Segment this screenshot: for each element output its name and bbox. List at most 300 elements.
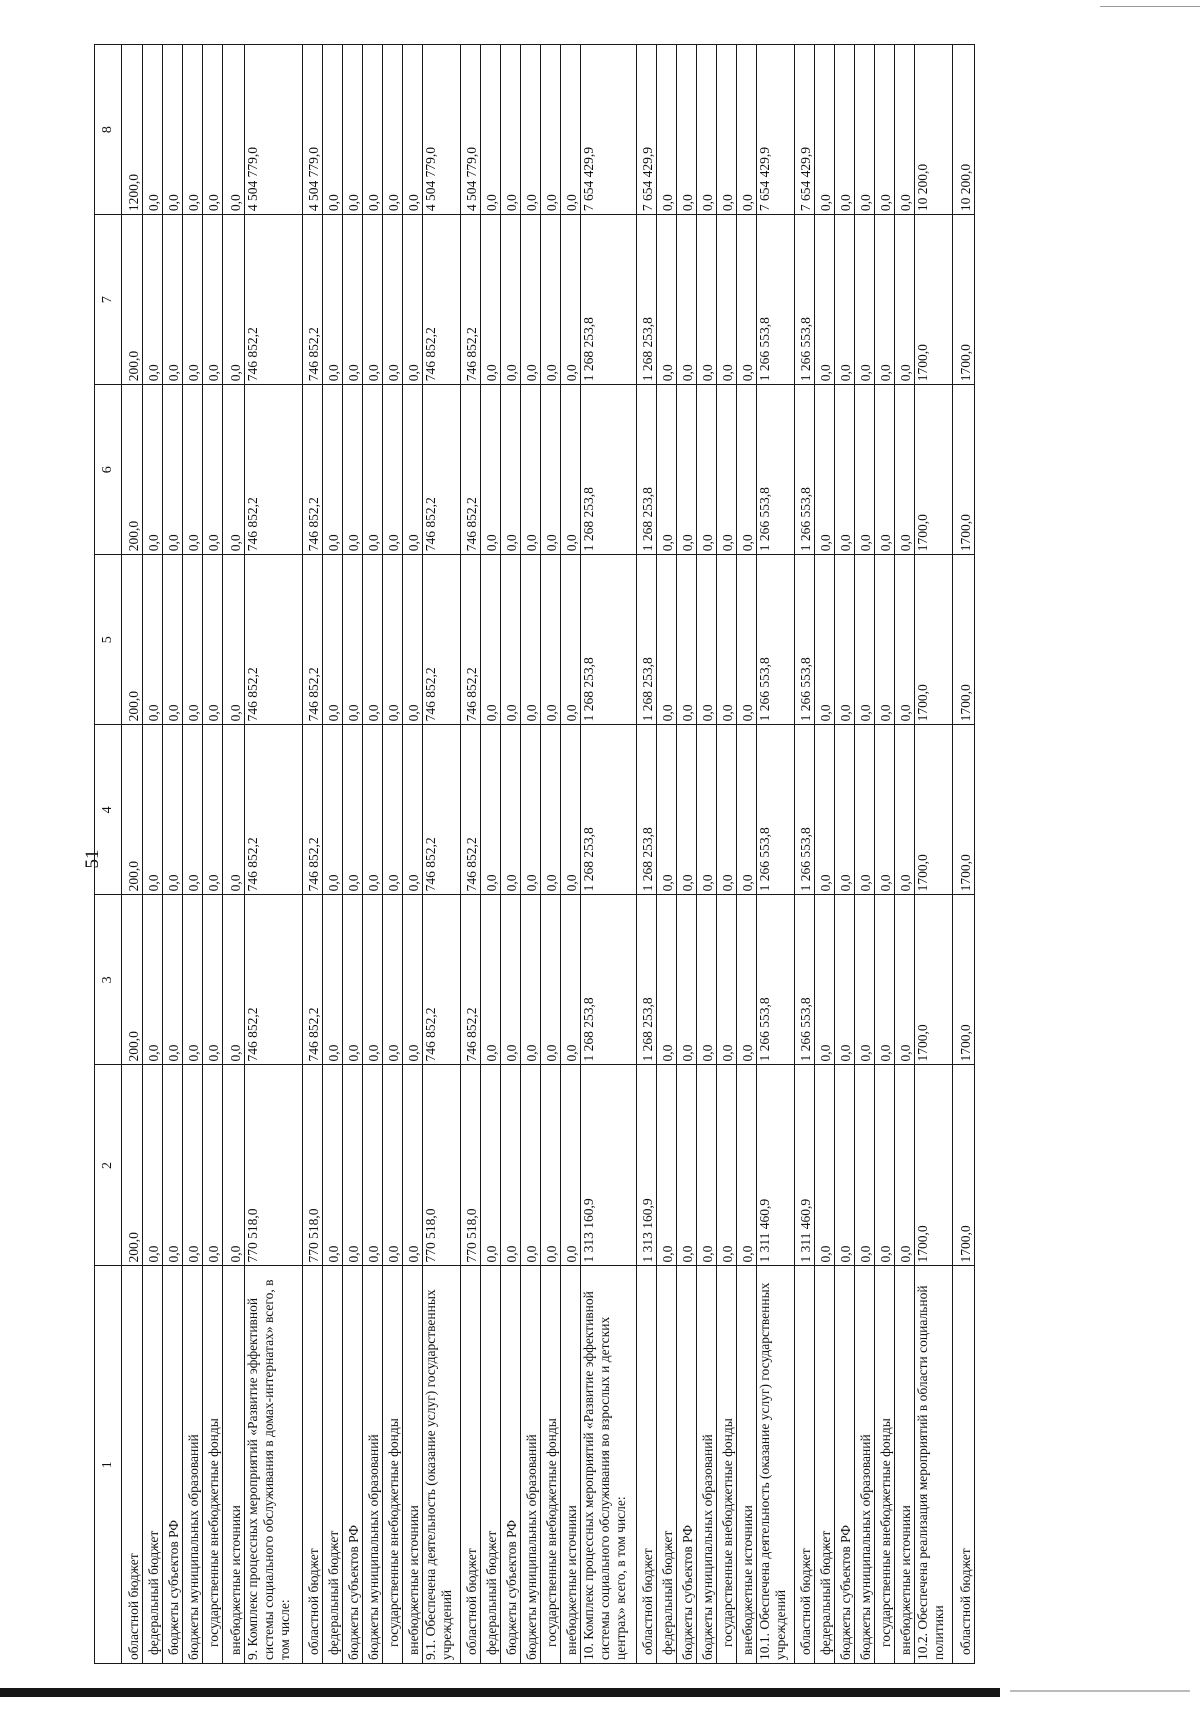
row-value-col-7: 0,0 — [875, 215, 895, 385]
row-value-col-5: 0,0 — [677, 555, 697, 725]
row-value-col-5: 0,0 — [561, 555, 581, 725]
row-value-col-4: 0,0 — [163, 725, 183, 895]
row-value-col-8: 7 654 429,9 — [757, 45, 795, 215]
row-value-col-4: 0,0 — [677, 725, 697, 895]
table-row — [403, 45, 423, 1664]
row-value-col-3: 0,0 — [203, 895, 223, 1065]
row-value-col-5: 1 268 253,8 — [637, 555, 657, 725]
row-value-col-3: 0,0 — [323, 895, 343, 1065]
row-value-col-5: 1700,0 — [953, 555, 975, 725]
row-value-col-5: 0,0 — [183, 555, 203, 725]
row-value-col-4: 0,0 — [521, 725, 541, 895]
row-value-col-3: 0,0 — [875, 895, 895, 1065]
row-value-col-7: 0,0 — [403, 215, 423, 385]
table-row — [245, 45, 303, 1664]
table-row — [581, 45, 637, 1664]
row-value-col-6: 0,0 — [561, 385, 581, 555]
row-value-col-5: 746 852,2 — [245, 555, 303, 725]
row-value-col-3: 0,0 — [501, 895, 521, 1065]
row-value-col-2: 0,0 — [521, 1065, 541, 1266]
row-value-col-5: 0,0 — [203, 555, 223, 725]
row-value-col-7: 0,0 — [223, 215, 245, 385]
row-value-col-6: 746 852,2 — [303, 385, 323, 555]
row-value-col-7: 0,0 — [143, 215, 163, 385]
table-row — [203, 45, 223, 1664]
row-value-col-4: 0,0 — [561, 725, 581, 895]
row-label: бюджеты субъектов РФ — [163, 1266, 183, 1664]
row-label: 10.1. Обеспечена деятельность (оказание услуг) государственных учреждений — [757, 1266, 795, 1664]
table-row — [501, 45, 521, 1664]
row-value-col-3: 0,0 — [895, 895, 915, 1065]
table-row — [815, 45, 835, 1664]
table-row — [481, 45, 501, 1664]
table-row — [143, 45, 163, 1664]
column-header: 3 — [95, 895, 122, 1065]
row-value-col-6: 0,0 — [481, 385, 501, 555]
row-value-col-8: 0,0 — [561, 45, 581, 215]
row-value-col-8: 0,0 — [481, 45, 501, 215]
row-label: государственные внебюджетные фонды — [203, 1266, 223, 1664]
row-label: федеральный бюджет — [323, 1266, 343, 1664]
row-label: бюджеты муниципальных образований — [521, 1266, 541, 1664]
row-value-col-2: 0,0 — [677, 1065, 697, 1266]
table-body — [122, 45, 975, 1664]
table-row — [717, 45, 737, 1664]
row-value-col-2: 0,0 — [183, 1065, 203, 1266]
row-value-col-7: 746 852,2 — [245, 215, 303, 385]
row-value-col-5: 0,0 — [363, 555, 383, 725]
row-value-col-6: 1 266 553,8 — [795, 385, 815, 555]
table-row — [343, 45, 363, 1664]
row-value-col-3: 0,0 — [143, 895, 163, 1065]
row-value-col-5: 746 852,2 — [423, 555, 461, 725]
row-value-col-4: 1 268 253,8 — [581, 725, 637, 895]
row-value-col-7: 0,0 — [323, 215, 343, 385]
row-value-col-2: 0,0 — [203, 1065, 223, 1266]
row-value-col-8: 10 200,0 — [915, 45, 953, 215]
row-value-col-3: 1700,0 — [953, 895, 975, 1065]
row-value-col-2: 0,0 — [737, 1065, 757, 1266]
row-value-col-8: 7 654 429,9 — [795, 45, 815, 215]
table-row — [541, 45, 561, 1664]
row-value-col-7: 1 268 253,8 — [637, 215, 657, 385]
row-value-col-6: 0,0 — [677, 385, 697, 555]
row-value-col-3: 746 852,2 — [245, 895, 303, 1065]
row-value-col-5: 0,0 — [163, 555, 183, 725]
row-value-col-5: 0,0 — [143, 555, 163, 725]
row-value-col-3: 0,0 — [343, 895, 363, 1065]
row-value-col-8: 0,0 — [895, 45, 915, 215]
row-value-col-4: 0,0 — [343, 725, 363, 895]
row-value-col-6: 0,0 — [343, 385, 363, 555]
row-value-col-5: 0,0 — [657, 555, 677, 725]
row-value-col-5: 0,0 — [323, 555, 343, 725]
row-value-col-6: 1 266 553,8 — [757, 385, 795, 555]
row-value-col-8: 0,0 — [815, 45, 835, 215]
row-value-col-6: 1 268 253,8 — [637, 385, 657, 555]
row-value-col-5: 1700,0 — [915, 555, 953, 725]
row-value-col-7: 200,0 — [122, 215, 143, 385]
row-label: бюджеты муниципальных образований — [183, 1266, 203, 1664]
row-value-col-4: 0,0 — [875, 725, 895, 895]
row-value-col-5: 0,0 — [501, 555, 521, 725]
row-value-col-7: 0,0 — [383, 215, 403, 385]
row-value-col-5: 200,0 — [122, 555, 143, 725]
row-value-col-6: 0,0 — [363, 385, 383, 555]
row-value-col-4: 0,0 — [203, 725, 223, 895]
row-value-col-4: 746 852,2 — [461, 725, 481, 895]
row-value-col-8: 7 654 429,9 — [581, 45, 637, 215]
table-row — [163, 45, 183, 1664]
row-value-col-5: 0,0 — [403, 555, 423, 725]
row-label: федеральный бюджет — [815, 1266, 835, 1664]
row-value-col-8: 0,0 — [363, 45, 383, 215]
table-row — [223, 45, 245, 1664]
row-value-col-7: 1 266 553,8 — [757, 215, 795, 385]
row-value-col-8: 4 504 779,0 — [303, 45, 323, 215]
row-value-col-7: 1 266 553,8 — [795, 215, 815, 385]
row-value-col-3: 1700,0 — [915, 895, 953, 1065]
row-label: федеральный бюджет — [481, 1266, 501, 1664]
row-value-col-8: 0,0 — [835, 45, 855, 215]
row-value-col-8: 0,0 — [143, 45, 163, 215]
row-value-col-2: 0,0 — [223, 1065, 245, 1266]
table-row — [122, 45, 143, 1664]
row-value-col-7: 746 852,2 — [461, 215, 481, 385]
row-value-col-6: 0,0 — [323, 385, 343, 555]
row-value-col-4: 200,0 — [122, 725, 143, 895]
row-value-col-3: 0,0 — [383, 895, 403, 1065]
table-row — [521, 45, 541, 1664]
row-label: областной бюджет — [303, 1266, 323, 1664]
row-value-col-5: 0,0 — [875, 555, 895, 725]
row-value-col-3: 0,0 — [223, 895, 245, 1065]
row-value-col-6: 1700,0 — [915, 385, 953, 555]
row-label: областной бюджет — [637, 1266, 657, 1664]
row-value-col-2: 0,0 — [541, 1065, 561, 1266]
row-value-col-3: 0,0 — [835, 895, 855, 1065]
column-header: 1 — [95, 1266, 122, 1664]
row-value-col-7: 0,0 — [481, 215, 501, 385]
row-value-col-3: 1 268 253,8 — [637, 895, 657, 1065]
column-header: 5 — [95, 555, 122, 725]
row-label: внебюджетные источники — [737, 1266, 757, 1664]
row-label: бюджеты муниципальных образований — [363, 1266, 383, 1664]
row-value-col-5: 0,0 — [383, 555, 403, 725]
row-value-col-8: 0,0 — [203, 45, 223, 215]
row-value-col-6: 746 852,2 — [461, 385, 481, 555]
column-header: 7 — [95, 215, 122, 385]
row-value-col-6: 0,0 — [657, 385, 677, 555]
row-value-col-3: 0,0 — [561, 895, 581, 1065]
row-value-col-7: 0,0 — [561, 215, 581, 385]
row-value-col-3: 0,0 — [363, 895, 383, 1065]
row-value-col-4: 1 266 553,8 — [757, 725, 795, 895]
row-value-col-4: 0,0 — [717, 725, 737, 895]
row-value-col-5: 0,0 — [697, 555, 717, 725]
row-value-col-8: 0,0 — [323, 45, 343, 215]
row-value-col-4: 1700,0 — [915, 725, 953, 895]
row-label: бюджеты субъектов РФ — [501, 1266, 521, 1664]
row-value-col-7: 746 852,2 — [303, 215, 323, 385]
row-value-col-3: 0,0 — [855, 895, 875, 1065]
row-value-col-6: 0,0 — [521, 385, 541, 555]
row-value-col-5: 0,0 — [855, 555, 875, 725]
row-value-col-6: 200,0 — [122, 385, 143, 555]
table-row — [323, 45, 343, 1664]
row-value-col-6: 1700,0 — [953, 385, 975, 555]
row-value-col-4: 0,0 — [855, 725, 875, 895]
row-value-col-7: 0,0 — [541, 215, 561, 385]
row-value-col-4: 0,0 — [323, 725, 343, 895]
row-value-col-3: 0,0 — [815, 895, 835, 1065]
row-value-col-7: 0,0 — [343, 215, 363, 385]
row-value-col-2: 0,0 — [717, 1065, 737, 1266]
row-value-col-7: 0,0 — [183, 215, 203, 385]
row-value-col-5: 746 852,2 — [461, 555, 481, 725]
table-row — [915, 45, 953, 1664]
row-value-col-4: 0,0 — [383, 725, 403, 895]
row-value-col-8: 0,0 — [383, 45, 403, 215]
row-value-col-2: 0,0 — [815, 1065, 835, 1266]
row-value-col-8: 4 504 779,0 — [423, 45, 461, 215]
row-value-col-2: 0,0 — [403, 1065, 423, 1266]
row-value-col-7: 0,0 — [163, 215, 183, 385]
column-header: 6 — [95, 385, 122, 555]
row-value-col-3: 0,0 — [717, 895, 737, 1065]
row-value-col-2: 0,0 — [363, 1065, 383, 1266]
row-value-col-7: 1700,0 — [915, 215, 953, 385]
row-value-col-8: 0,0 — [521, 45, 541, 215]
row-value-col-8: 0,0 — [343, 45, 363, 215]
row-value-col-5: 1 266 553,8 — [757, 555, 795, 725]
row-value-col-5: 0,0 — [895, 555, 915, 725]
row-label: областной бюджет — [795, 1266, 815, 1664]
row-value-col-7: 0,0 — [815, 215, 835, 385]
row-value-col-4: 746 852,2 — [245, 725, 303, 895]
row-value-col-3: 0,0 — [481, 895, 501, 1065]
row-value-col-3: 1 266 553,8 — [795, 895, 815, 1065]
table-row — [423, 45, 461, 1664]
row-value-col-6: 0,0 — [717, 385, 737, 555]
row-value-col-2: 1 313 160,9 — [637, 1065, 657, 1266]
row-value-col-6: 0,0 — [223, 385, 245, 555]
row-value-col-8: 7 654 429,9 — [637, 45, 657, 215]
row-value-col-6: 0,0 — [163, 385, 183, 555]
row-label: внебюджетные источники — [895, 1266, 915, 1664]
row-label: 9.1. Обеспечена деятельность (оказание услуг) государственных учреждений — [423, 1266, 461, 1664]
row-value-col-2: 770 518,0 — [461, 1065, 481, 1266]
row-value-col-5: 0,0 — [737, 555, 757, 725]
row-value-col-3: 0,0 — [521, 895, 541, 1065]
table-row — [383, 45, 403, 1664]
row-value-col-2: 0,0 — [875, 1065, 895, 1266]
row-value-col-7: 0,0 — [717, 215, 737, 385]
row-value-col-2: 770 518,0 — [245, 1065, 303, 1266]
row-value-col-2: 1 311 460,9 — [795, 1065, 815, 1266]
row-value-col-4: 0,0 — [223, 725, 245, 895]
row-value-col-2: 1 313 160,9 — [581, 1065, 637, 1266]
row-value-col-5: 0,0 — [521, 555, 541, 725]
row-value-col-6: 0,0 — [183, 385, 203, 555]
row-value-col-7: 0,0 — [855, 215, 875, 385]
row-label: областной бюджет — [461, 1266, 481, 1664]
row-value-col-5: 746 852,2 — [303, 555, 323, 725]
row-value-col-7: 0,0 — [363, 215, 383, 385]
row-value-col-2: 1 311 460,9 — [757, 1065, 795, 1266]
row-value-col-7: 1 268 253,8 — [581, 215, 637, 385]
row-value-col-4: 746 852,2 — [303, 725, 323, 895]
row-value-col-4: 0,0 — [403, 725, 423, 895]
row-value-col-5: 0,0 — [481, 555, 501, 725]
row-value-col-2: 1700,0 — [915, 1065, 953, 1266]
table-row — [895, 45, 915, 1664]
row-value-col-5: 0,0 — [815, 555, 835, 725]
row-label: областной бюджет — [122, 1266, 143, 1664]
row-label: государственные внебюджетные фонды — [541, 1266, 561, 1664]
row-value-col-6: 0,0 — [895, 385, 915, 555]
row-value-col-2: 0,0 — [657, 1065, 677, 1266]
table-row — [637, 45, 657, 1664]
row-value-col-3: 0,0 — [697, 895, 717, 1065]
row-value-col-6: 0,0 — [203, 385, 223, 555]
row-label: областной бюджет — [953, 1266, 975, 1664]
row-value-col-8: 0,0 — [183, 45, 203, 215]
row-label: федеральный бюджет — [143, 1266, 163, 1664]
row-value-col-8: 0,0 — [501, 45, 521, 215]
row-value-col-6: 0,0 — [383, 385, 403, 555]
row-value-col-6: 0,0 — [815, 385, 835, 555]
row-value-col-4: 1700,0 — [953, 725, 975, 895]
row-value-col-2: 200,0 — [122, 1065, 143, 1266]
row-value-col-6: 0,0 — [737, 385, 757, 555]
row-value-col-8: 0,0 — [875, 45, 895, 215]
table-row — [757, 45, 795, 1664]
row-value-col-2: 770 518,0 — [423, 1065, 461, 1266]
row-value-col-7: 746 852,2 — [423, 215, 461, 385]
row-value-col-3: 746 852,2 — [303, 895, 323, 1065]
row-value-col-6: 0,0 — [501, 385, 521, 555]
row-value-col-7: 0,0 — [657, 215, 677, 385]
row-value-col-2: 0,0 — [561, 1065, 581, 1266]
row-value-col-5: 1 268 253,8 — [581, 555, 637, 725]
row-value-col-8: 0,0 — [223, 45, 245, 215]
row-value-col-8: 10 200,0 — [953, 45, 975, 215]
row-value-col-8: 0,0 — [697, 45, 717, 215]
row-label: федеральный бюджет — [657, 1266, 677, 1664]
row-label: 10. Комплекс процессных мероприятий «Развитие эффективной системы социального обслуживания во взрослых и детских центрах» всего, в том числе: — [581, 1266, 637, 1664]
row-value-col-6: 0,0 — [855, 385, 875, 555]
row-value-col-7: 0,0 — [203, 215, 223, 385]
row-label: внебюджетные источники — [561, 1266, 581, 1664]
row-value-col-7: 0,0 — [501, 215, 521, 385]
row-value-col-2: 0,0 — [143, 1065, 163, 1266]
row-value-col-2: 770 518,0 — [303, 1065, 323, 1266]
row-label: 10.2. Обеспечена реализация мероприятий в области социальной политики — [915, 1266, 953, 1664]
row-value-col-2: 1700,0 — [953, 1065, 975, 1266]
row-value-col-7: 0,0 — [697, 215, 717, 385]
row-value-col-3: 0,0 — [403, 895, 423, 1065]
table-row — [855, 45, 875, 1664]
row-value-col-8: 0,0 — [163, 45, 183, 215]
row-value-col-8: 4 504 779,0 — [245, 45, 303, 215]
row-value-col-2: 0,0 — [323, 1065, 343, 1266]
table-row — [795, 45, 815, 1664]
row-value-col-4: 0,0 — [737, 725, 757, 895]
budget-table — [94, 44, 975, 1664]
row-value-col-2: 0,0 — [895, 1065, 915, 1266]
row-value-col-8: 0,0 — [737, 45, 757, 215]
column-header: 2 — [95, 1065, 122, 1266]
row-label: бюджеты субъектов РФ — [343, 1266, 363, 1664]
row-value-col-7: 1700,0 — [953, 215, 975, 385]
table-row — [657, 45, 677, 1664]
row-value-col-5: 0,0 — [835, 555, 855, 725]
row-value-col-8: 4 504 779,0 — [461, 45, 481, 215]
table-row — [953, 45, 975, 1664]
table-row — [461, 45, 481, 1664]
row-label: внебюджетные источники — [223, 1266, 245, 1664]
row-value-col-7: 0,0 — [737, 215, 757, 385]
row-value-col-4: 1 266 553,8 — [795, 725, 815, 895]
table-row — [183, 45, 203, 1664]
row-value-col-2: 0,0 — [163, 1065, 183, 1266]
row-value-col-8: 1200,0 — [122, 45, 143, 215]
table-row — [363, 45, 383, 1664]
row-value-col-7: 0,0 — [677, 215, 697, 385]
row-label: бюджеты субъектов РФ — [835, 1266, 855, 1664]
table-row — [677, 45, 697, 1664]
row-label: государственные внебюджетные фонды — [717, 1266, 737, 1664]
row-label: бюджеты муниципальных образований — [855, 1266, 875, 1664]
row-value-col-4: 1 268 253,8 — [637, 725, 657, 895]
row-label: государственные внебюджетные фонды — [875, 1266, 895, 1664]
row-value-col-6: 0,0 — [403, 385, 423, 555]
row-value-col-5: 0,0 — [541, 555, 561, 725]
row-value-col-3: 0,0 — [541, 895, 561, 1065]
row-value-col-6: 0,0 — [143, 385, 163, 555]
row-label: бюджеты субъектов РФ — [677, 1266, 697, 1664]
row-value-col-6: 746 852,2 — [423, 385, 461, 555]
row-value-col-6: 0,0 — [835, 385, 855, 555]
row-value-col-6: 0,0 — [697, 385, 717, 555]
row-value-col-4: 0,0 — [895, 725, 915, 895]
row-value-col-5: 1 266 553,8 — [795, 555, 815, 725]
row-value-col-7: 0,0 — [895, 215, 915, 385]
row-value-col-2: 0,0 — [855, 1065, 875, 1266]
row-value-col-8: 0,0 — [717, 45, 737, 215]
row-label: внебюджетные источники — [403, 1266, 423, 1664]
row-value-col-7: 0,0 — [521, 215, 541, 385]
table-row — [697, 45, 717, 1664]
row-value-col-4: 0,0 — [657, 725, 677, 895]
row-value-col-3: 0,0 — [163, 895, 183, 1065]
row-value-col-8: 0,0 — [657, 45, 677, 215]
row-value-col-2: 0,0 — [835, 1065, 855, 1266]
row-value-col-5: 0,0 — [717, 555, 737, 725]
row-value-col-5: 0,0 — [343, 555, 363, 725]
row-value-col-3: 746 852,2 — [461, 895, 481, 1065]
row-value-col-8: 0,0 — [855, 45, 875, 215]
row-value-col-3: 1 268 253,8 — [581, 895, 637, 1065]
row-value-col-3: 200,0 — [122, 895, 143, 1065]
row-value-col-4: 0,0 — [815, 725, 835, 895]
row-value-col-3: 746 852,2 — [423, 895, 461, 1065]
row-value-col-3: 0,0 — [677, 895, 697, 1065]
row-value-col-4: 0,0 — [541, 725, 561, 895]
row-value-col-2: 0,0 — [697, 1065, 717, 1266]
row-value-col-3: 1 266 553,8 — [757, 895, 795, 1065]
